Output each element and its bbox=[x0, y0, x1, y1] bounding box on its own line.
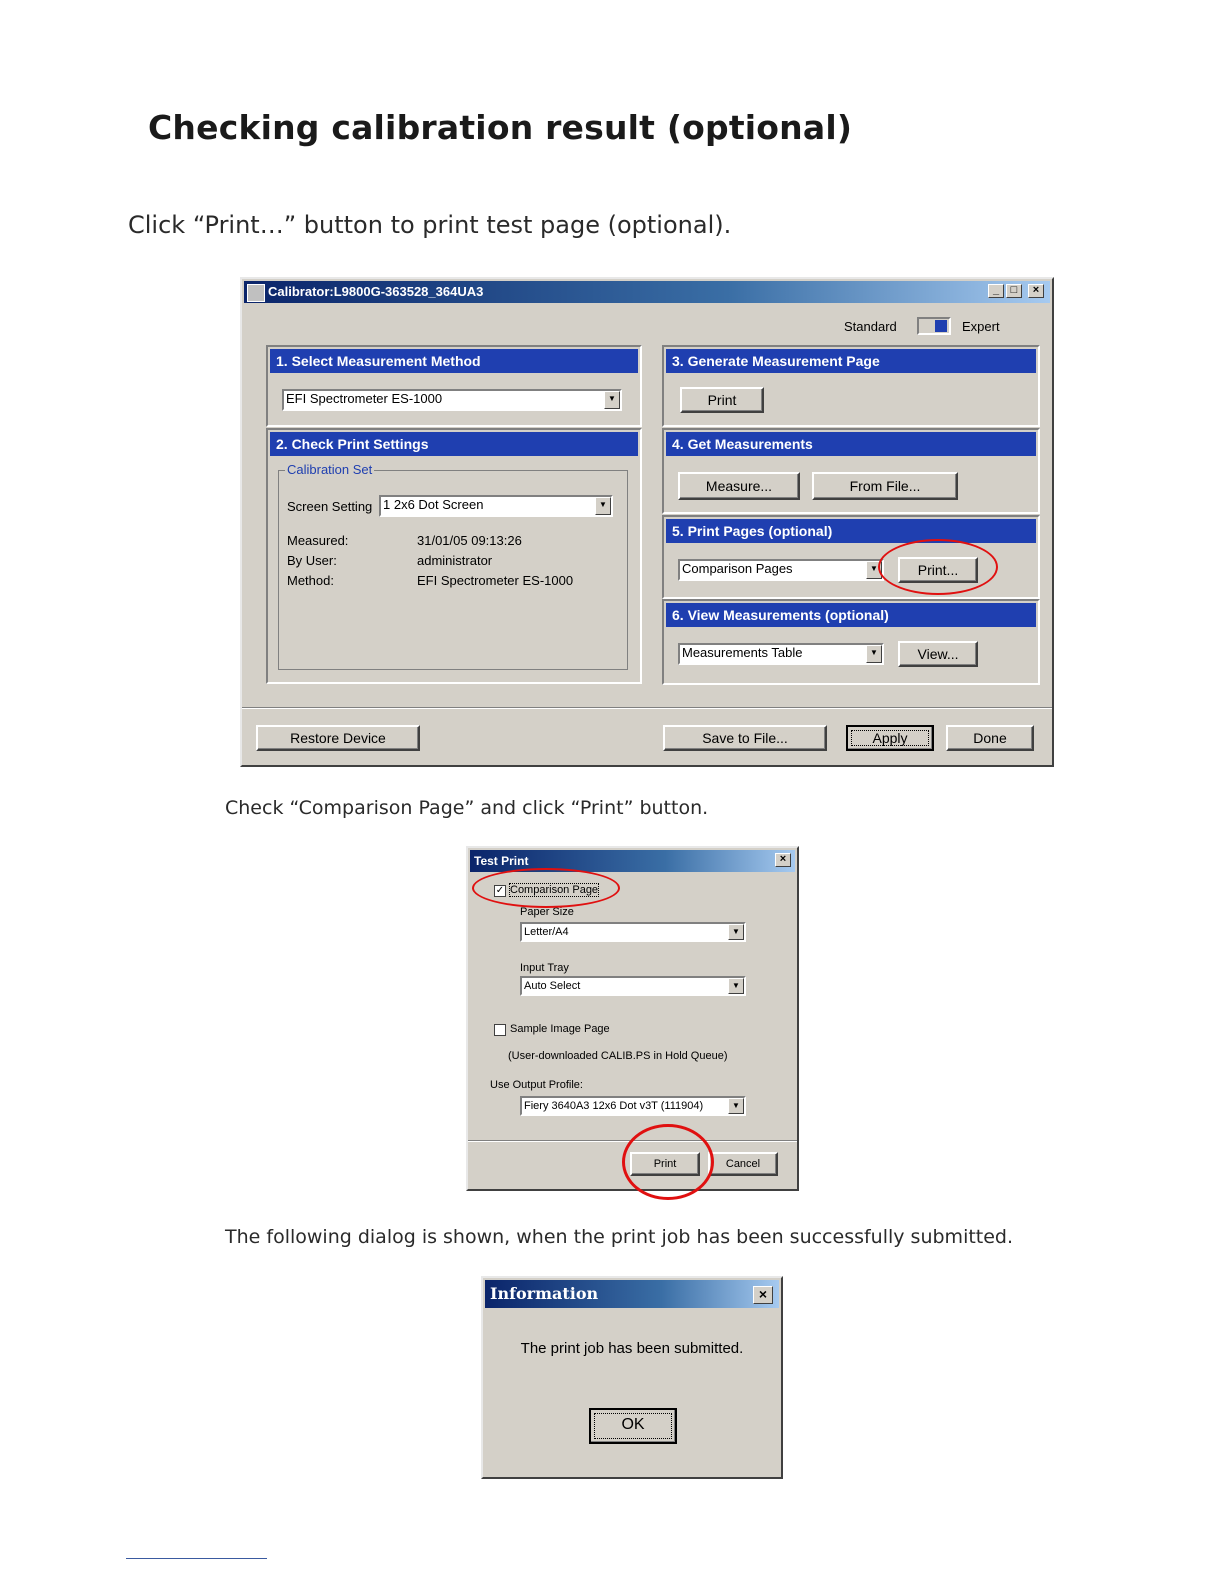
information-message: The print job has been submitted. bbox=[520, 1340, 744, 1357]
input-tray-label: Input Tray bbox=[520, 962, 569, 974]
from-file-button[interactable]: From File... bbox=[812, 472, 958, 500]
chevron-down-icon[interactable]: ▼ bbox=[728, 978, 744, 994]
section4-header: 4. Get Measurements bbox=[666, 432, 1036, 456]
chevron-down-icon[interactable]: ▼ bbox=[728, 1098, 744, 1114]
highlight-comparison-oval bbox=[472, 868, 620, 908]
instruction-step3: The following dialog is shown, when the print job has been successfully submitted. bbox=[225, 1226, 1014, 1248]
ok-button[interactable]: OK bbox=[589, 1408, 677, 1444]
method-value: EFI Spectrometer ES-1000 bbox=[417, 573, 574, 588]
method-select[interactable] bbox=[282, 389, 622, 411]
test-cancel-button[interactable]: Cancel bbox=[708, 1152, 778, 1176]
checkmark-icon: ✓ bbox=[495, 885, 505, 896]
calibration-set-group bbox=[278, 462, 628, 670]
method-select-value: EFI Spectrometer ES-1000 bbox=[286, 391, 443, 406]
view-measurements-value: Measurements Table bbox=[682, 645, 803, 660]
test-print-titlebar: Test Print bbox=[470, 850, 795, 872]
section-select-method bbox=[266, 345, 642, 427]
test-print-button[interactable]: Print bbox=[630, 1152, 700, 1176]
chevron-down-icon[interactable]: ▼ bbox=[728, 924, 744, 940]
by-user-value: administrator bbox=[417, 553, 493, 568]
highlight-print-oval bbox=[622, 1124, 714, 1200]
by-user-label: By User: bbox=[287, 553, 337, 568]
app-icon bbox=[247, 284, 265, 302]
apply-button[interactable]: Apply bbox=[846, 725, 934, 751]
calibrator-window bbox=[240, 277, 1054, 767]
section-generate-page bbox=[662, 345, 1040, 427]
chevron-down-icon[interactable]: ▼ bbox=[604, 391, 620, 409]
method-label: Method: bbox=[287, 573, 334, 588]
comparison-page-label[interactable]: Comparison Page bbox=[510, 884, 599, 896]
section5-header: 5. Print Pages (optional) bbox=[666, 519, 1036, 543]
sample-image-note: (User-downloaded CALIB.PS in Hold Queue) bbox=[508, 1050, 728, 1062]
generate-print-button[interactable]: Print bbox=[680, 387, 764, 413]
close-icon[interactable]: × bbox=[775, 853, 791, 867]
input-tray-select[interactable] bbox=[520, 976, 746, 996]
section1-header: 1. Select Measurement Method bbox=[270, 349, 638, 373]
measured-label: Measured: bbox=[287, 533, 349, 548]
close-icon[interactable]: × bbox=[753, 1286, 773, 1304]
mode-expert-label: Expert bbox=[962, 319, 1000, 334]
screen-setting-label: Screen Setting bbox=[287, 499, 373, 514]
section-print-settings bbox=[266, 428, 642, 684]
output-profile-value: Fiery 3640A3 12x6 Dot v3T (111904) bbox=[524, 1100, 704, 1112]
measure-button[interactable]: Measure... bbox=[678, 472, 800, 500]
view-button[interactable]: View... bbox=[898, 641, 978, 667]
mode-toggle[interactable] bbox=[917, 317, 951, 335]
paper-size-label: Paper Size bbox=[520, 906, 574, 918]
save-to-file-button[interactable]: Save to File... bbox=[663, 725, 827, 751]
maximize-icon[interactable]: □ bbox=[1006, 284, 1022, 298]
section2-header: 2. Check Print Settings bbox=[270, 432, 638, 456]
paper-size-value: Letter/A4 bbox=[524, 926, 569, 938]
paper-size-select[interactable] bbox=[520, 922, 746, 942]
calibrator-titlebar bbox=[244, 281, 1050, 303]
section-view-measurements bbox=[662, 599, 1040, 685]
view-measurements-select[interactable] bbox=[678, 643, 884, 665]
output-profile-label: Use Output Profile: bbox=[490, 1079, 583, 1091]
sample-image-checkbox[interactable] bbox=[494, 1024, 506, 1036]
output-profile-select[interactable] bbox=[520, 1096, 746, 1116]
print-pages-value: Comparison Pages bbox=[682, 561, 793, 576]
print-pages-button[interactable]: Print... bbox=[898, 557, 978, 583]
chevron-down-icon[interactable]: ▼ bbox=[866, 561, 882, 579]
input-tray-value: Auto Select bbox=[524, 980, 581, 992]
restore-device-button[interactable]: Restore Device bbox=[256, 725, 420, 751]
footer-divider bbox=[242, 707, 1052, 709]
section3-header: 3. Generate Measurement Page bbox=[666, 349, 1036, 373]
close-icon[interactable]: × bbox=[1028, 284, 1044, 298]
calibration-set-label: Calibration Set bbox=[287, 462, 373, 477]
sample-image-label[interactable]: Sample Image Page bbox=[510, 1023, 610, 1035]
information-titlebar: Information bbox=[485, 1280, 779, 1308]
chevron-down-icon[interactable]: ▼ bbox=[866, 645, 882, 663]
chevron-down-icon[interactable]: ▼ bbox=[595, 497, 611, 515]
screen-setting-select[interactable] bbox=[379, 495, 613, 517]
mode-toggle-knob bbox=[935, 320, 947, 332]
done-button[interactable]: Done bbox=[946, 725, 1034, 751]
minimize-icon[interactable]: _ bbox=[988, 284, 1004, 298]
measured-value: 31/01/05 09:13:26 bbox=[417, 533, 522, 548]
section-get-measurements bbox=[662, 428, 1040, 514]
instruction-step2: Check “Comparison Page” and click “Print” button. bbox=[225, 797, 709, 819]
instruction-step1: Click “Print…” button to print test page (optional). bbox=[128, 211, 732, 239]
footnote-rule bbox=[126, 1558, 267, 1559]
highlight-print-pages-oval bbox=[878, 539, 998, 595]
information-dialog bbox=[481, 1276, 783, 1479]
section6-header: 6. View Measurements (optional) bbox=[666, 603, 1036, 627]
print-pages-select[interactable] bbox=[678, 559, 884, 581]
page-heading: Checking calibration result (optional) bbox=[148, 108, 853, 147]
mode-standard-label: Standard bbox=[844, 319, 897, 334]
screen-setting-value: 1 2x6 Dot Screen bbox=[383, 497, 484, 512]
calibrator-title: Calibrator:L9800G-363528_364UA3 bbox=[268, 284, 484, 299]
